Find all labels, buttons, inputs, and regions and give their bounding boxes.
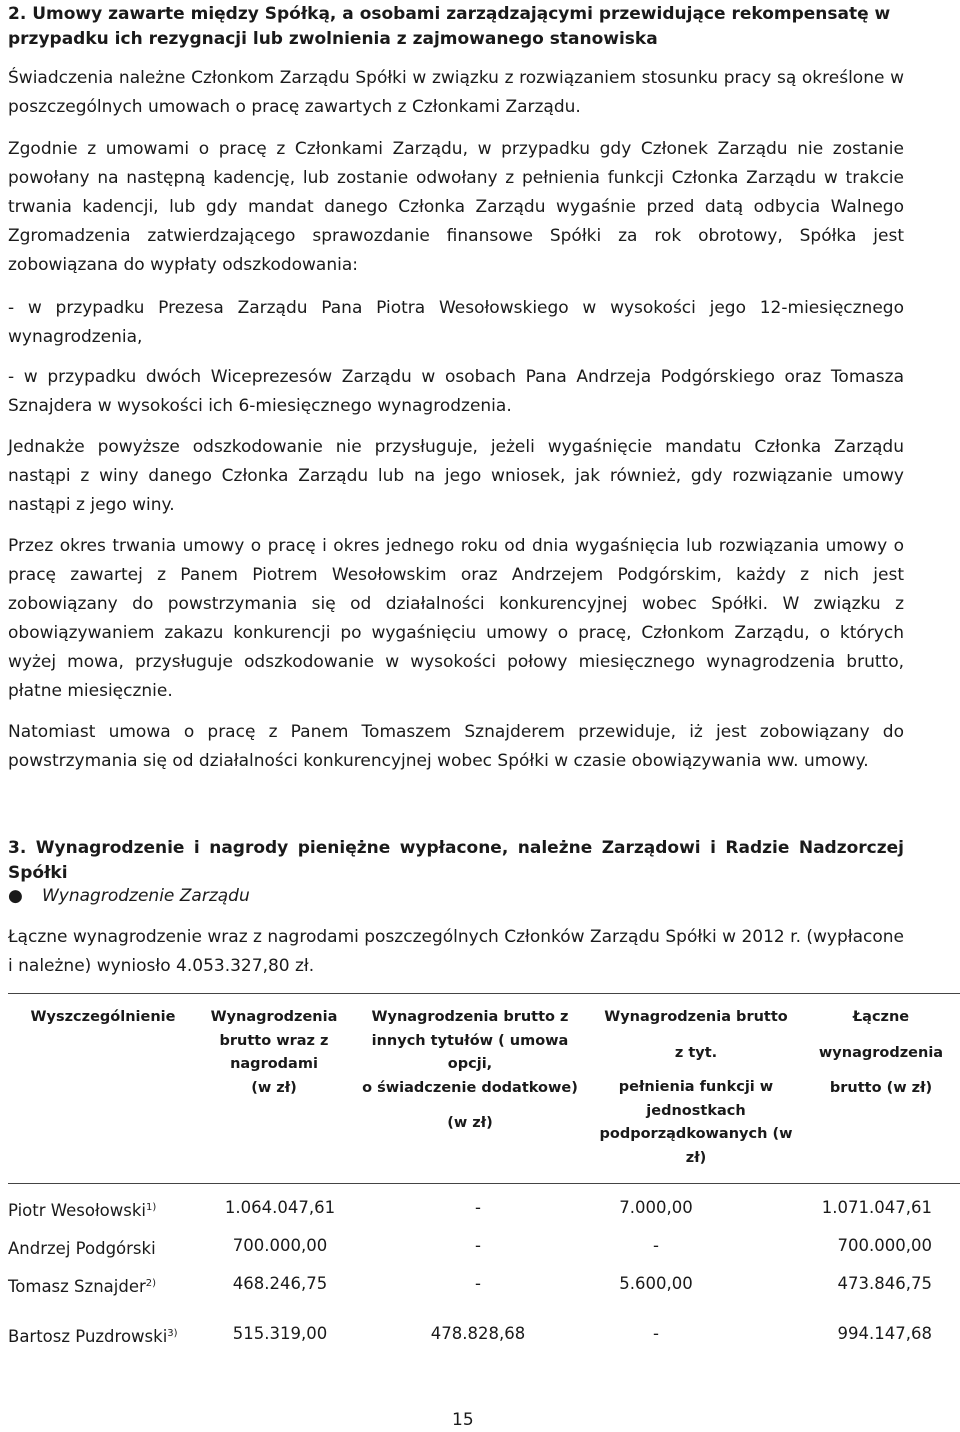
row-subsidiaries: - [653, 1236, 659, 1255]
row-gross: 515.319,00 [232, 1324, 328, 1343]
paragraph-vicepresidents: - w przypadku dwóch Wiceprezesów Zarządu w osobach Pana Andrzeja Podgórskiego oraz Tomasza Sznajdera w wysokości ich 6-miesięcznego wynagrodzenia. [8, 367, 904, 416]
row-subsidiaries: - [653, 1324, 659, 1343]
bullet-icon: ● [8, 886, 23, 906]
paragraph-total-remuneration: Łączne wynagrodzenie wraz z nagrodami poszczególnych Członków Zarządu Spółki w 2012 r. (wypłacone i należne) wyniosło 4.053.327,80 zł. [8, 927, 904, 976]
paragraph-benefits: Świadczenia należne Członkom Zarządu Spółki w związku z rozwiązaniem stosunku pracy są określone w poszczególnych umowach o pracę zawartych z Członkami Zarządu. [8, 68, 904, 117]
row-other: - [475, 1198, 481, 1217]
row-total: 473.846,75 [837, 1274, 932, 1293]
row-name: Tomasz Sznajder [8, 1277, 146, 1296]
row-name: Andrzej Podgórski [8, 1239, 156, 1258]
row-gross: 468.246,75 [232, 1274, 328, 1293]
bullet-label: Wynagrodzenie Zarządu [42, 886, 250, 906]
row-name: Piotr Wesołowski [8, 1201, 146, 1220]
table-header-rule [8, 1183, 960, 1184]
paragraph-president: - w przypadku Prezesa Zarządu Pana Piotra Wesołowskiego w wysokości jego 12-miesięcznego wynagrodzenia, [8, 298, 904, 347]
bullet-item [8, 884, 250, 909]
row-other: 478.828,68 [430, 1324, 526, 1343]
paragraph-contracts: Zgodnie z umowami o pracę z Członkami Zarządu, w przypadku gdy Członek Zarządu nie zostanie powołany na następną kadencję, lub zostanie odwołany z pełnienia funkcji Członka Zarządu w trakcie trwania kadencji, lub gdy mandat danego Członka Zarządu wygaśnie przed datą odbycia Walnego Zgromadzenia zatwierdzającego sprawozdanie finansowe Spółki za rok obrotowy, Spółka jest zobowiązana do wypłaty odszkodowania: [8, 139, 904, 275]
row-name: Bartosz Puzdrowski [8, 1327, 168, 1346]
row-total: 700.000,00 [837, 1236, 932, 1255]
row-gross: 700.000,00 [232, 1236, 328, 1255]
footnote-ref: 1) [145, 1202, 157, 1213]
header-total-gross: Łączne wynagrodzenia brutto (w zł) [818, 1009, 944, 1096]
paragraph-sznajder: Natomiast umowa o pracę z Panem Tomaszem Sznajderem przewiduje, iż jest zobowiązany do powstrzymania się od działalności konkurencyjnej wobec Spółki w czasie obowiązywania ww. umowy. [8, 722, 904, 771]
header-gross-subsidiaries: Wynagrodzenia brutto z tyt. pełnienia funkcji w jednostkach podporządkowanych (w zł) [599, 1009, 793, 1166]
row-subsidiaries: 7.000,00 [619, 1198, 693, 1217]
table-top-rule [8, 993, 960, 994]
header-gross-with-bonuses: Wynagrodzenia brutto wraz z nagrodami (w zł) [210, 1009, 338, 1096]
row-other: - [475, 1236, 481, 1255]
row-other: - [475, 1274, 481, 1293]
section-2-heading: 2. Umowy zawarte między Spółką, a osobami zarządzającymi przewidujące rekompensatę w przypadku ich rezygnacji lub zwolnienia z zajmowanego stanowiska [8, 4, 891, 49]
footnote-ref: 3) [167, 1328, 178, 1339]
paragraph-exception: Jednakże powyższe odszkodowanie nie przysługuje, jeżeli wygaśnięcie mandatu Członka Zarządu nastąpi z winy danego Członka Zarządu lub na jego wniosek, jak również, gdy rozwiązanie umowy nastąpi z jego winy. [8, 437, 904, 515]
footnote-ref: 2) [145, 1278, 157, 1289]
row-total: 994.147,68 [837, 1324, 932, 1343]
row-subsidiaries: 5.600,00 [619, 1274, 693, 1293]
header-description: Wyszczególnienie [30, 1009, 176, 1025]
section-3-heading: 3. Wynagrodzenie i nagrody pieniężne wypłacone, należne Zarządowi i Radzie Nadzorczej Spółki [8, 838, 904, 883]
row-total: 1.071.047,61 [821, 1198, 932, 1217]
row-gross: 1.064.047,61 [224, 1198, 336, 1217]
paragraph-noncompete: Przez okres trwania umowy o pracę i okres jednego roku od dnia wygaśnięcia lub rozwiązania umowy o pracę zawartej z Panem Piotrem Wesołowskim oraz Andrzejem Podgórskim, każdy z nich jest zobowiązany do powstrzymania się od działalności konkurencyjnej wobec Spółki. W związku z obowiązywaniem zakazu konkurencji po wygaśnięciu umowy o pracę, Członkom Zarządu, o których wyżej mowa, przysługuje odszkodowanie w wysokości połowy miesięcznego wynagrodzenia brutto, płatne miesięcznie. [8, 536, 904, 701]
page-number: 15 [452, 1410, 474, 1430]
header-gross-other: Wynagrodzenia brutto z innych tytułów ( umowa opcji, o świadczenie dodatkowe) (w zł) [362, 1009, 578, 1131]
